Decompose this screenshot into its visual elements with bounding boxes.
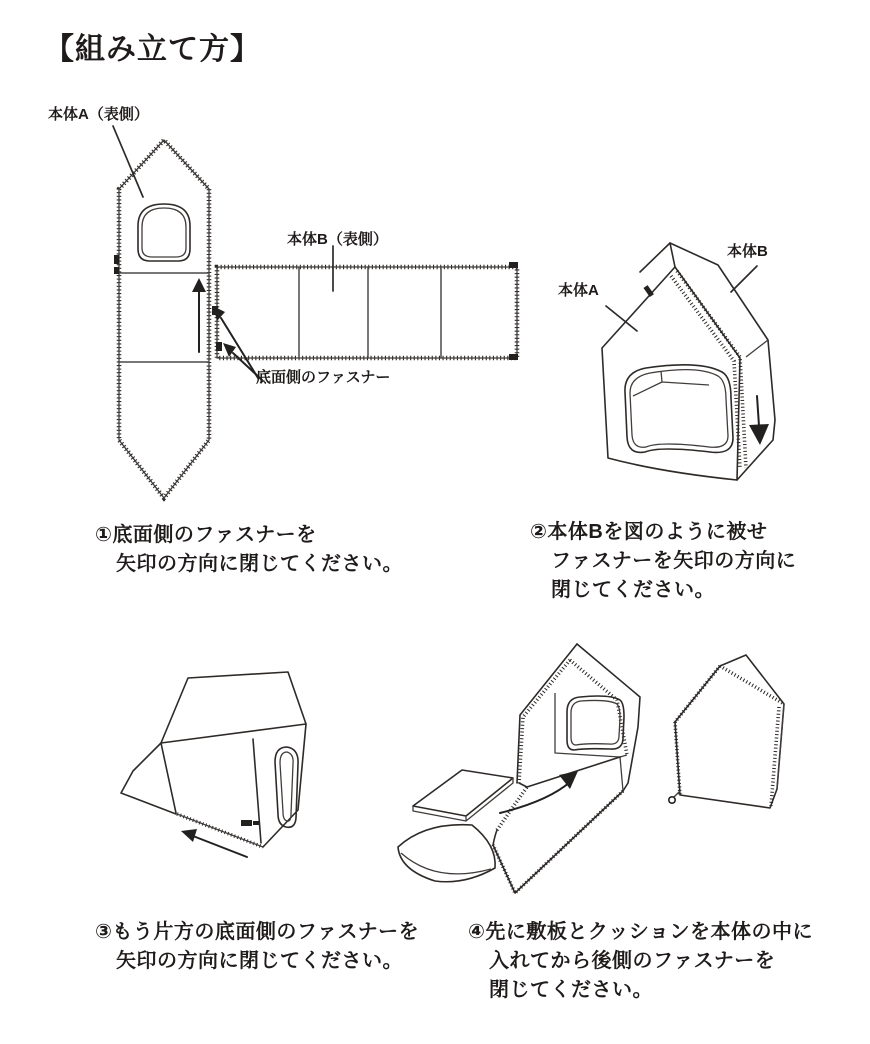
left-arrow-icon bbox=[193, 836, 247, 857]
step-4-line-2: 入れてから後側のファスナーを bbox=[489, 950, 776, 972]
board-diagram bbox=[413, 770, 513, 821]
curved-arrow-icon bbox=[500, 782, 570, 813]
step-1-line-1: ①底面側のファスナーを bbox=[95, 524, 317, 546]
page-title: 【組み立て方】 bbox=[44, 33, 261, 66]
body-b-strip-diagram bbox=[212, 246, 518, 380]
body-b-leader-line-2 bbox=[731, 266, 757, 292]
step4-open-house-diagram bbox=[398, 644, 640, 893]
body-a-leader-line bbox=[113, 126, 143, 197]
step-4-text bbox=[468, 918, 813, 1005]
down-arrow-icon bbox=[757, 396, 759, 426]
bottom-zipper-label: 底面側のファスナー bbox=[256, 369, 391, 386]
step2-assembled-house-diagram bbox=[602, 243, 775, 480]
body-b-front-label: 本体B（表側） bbox=[287, 231, 388, 248]
step-2-line-3: 閉じてください。 bbox=[551, 579, 715, 601]
step4-closed-house-diagram bbox=[669, 655, 784, 808]
step-1-line-2: 矢印の方向に閉じてください。 bbox=[116, 553, 403, 575]
step-2-text bbox=[530, 518, 796, 605]
body-a-front-label: 本体A（表側） bbox=[48, 106, 149, 123]
step-3-line-2: 矢印の方向に閉じてください。 bbox=[116, 950, 403, 972]
step3-house-diagram bbox=[121, 672, 306, 857]
step-2-line-1: ②本体Bを図のように被せ bbox=[530, 521, 768, 543]
unfolded-body-a-diagram bbox=[113, 126, 209, 498]
step-3-line-1: ③もう片方の底面側のファスナーを bbox=[95, 921, 420, 943]
step-2-line-2: ファスナーを矢印の方向に bbox=[551, 550, 797, 572]
cushion-diagram bbox=[398, 825, 495, 882]
step-4-line-3: 閉じてください。 bbox=[489, 979, 653, 1001]
step-3-text bbox=[95, 918, 419, 976]
door-opening-outline bbox=[138, 204, 190, 261]
body-b-label: 本体B bbox=[727, 243, 768, 260]
step-1-text bbox=[95, 521, 403, 579]
body-a-label: 本体A bbox=[558, 282, 599, 299]
step-4-line-1: ④先に敷板とクッションを本体の中に bbox=[468, 921, 814, 943]
